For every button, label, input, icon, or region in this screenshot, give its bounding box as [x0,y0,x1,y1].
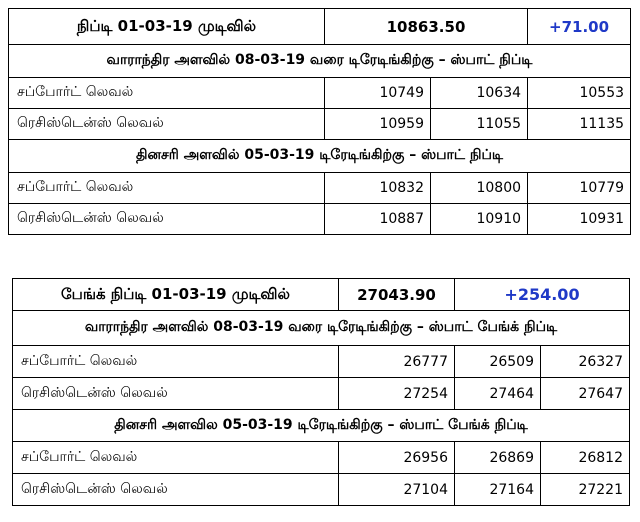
level-value: 27647 [541,378,630,410]
level-value: 27164 [455,474,541,506]
level-value: 10749 [325,78,431,109]
nifty-levels-table [8,8,631,235]
nifty-close-value: 10863.50 [325,9,528,45]
level-value: 27464 [455,378,541,410]
nifty-daily-support-row [9,173,631,204]
level-value: 26869 [455,442,541,474]
nifty-weekly-heading: வாராந்திர அளவில் 08-03-19 வரை டிரேடிங்கிற்கு – ஸ்பாட் நிப்டி [9,45,631,78]
nifty-weekly-support-row [9,78,631,109]
level-value: 11135 [528,109,631,140]
bank-nifty-weekly-support-row [13,346,630,378]
level-value: 27221 [541,474,630,506]
nifty-daily-heading: தினசரி அளவில் 05-03-19 டிரேடிங்கிற்கு – ஸ்பாட் நிப்டி [9,140,631,173]
row-label: ரெசிஸ்டென்ஸ் லெவல் [13,474,339,506]
nifty-weekly-heading-row [9,45,631,78]
level-value: 10800 [431,173,528,204]
bank-nifty-weekly-resistance-row [13,378,630,410]
level-value: 10887 [325,204,431,235]
level-value: 27104 [339,474,455,506]
level-value: 26509 [455,346,541,378]
level-value: 10634 [431,78,528,109]
nifty-daily-heading-row [9,140,631,173]
bank-nifty-title: பேங்க் நிப்டி 01-03-19 முடிவில் [13,279,339,311]
bank-nifty-levels-table [12,278,630,506]
row-label: சப்போர்ட் லெவல் [9,173,325,204]
nifty-change-value: +71.00 [528,9,631,45]
level-value: 10931 [528,204,631,235]
bank-nifty-weekly-heading-row [13,311,630,346]
level-value: 27254 [339,378,455,410]
bank-nifty-close-value: 27043.90 [339,279,455,311]
bank-nifty-weekly-heading: வாராந்திர அளவில் 08-03-19 வரை டிரேடிங்கிற்கு – ஸ்பாட் பேங்க் நிப்டி [13,311,630,346]
bank-nifty-change-value: +254.00 [455,279,630,311]
row-label: ரெசிஸ்டென்ஸ் லெவல் [9,204,325,235]
level-value: 10779 [528,173,631,204]
row-label: ரெசிஸ்டென்ஸ் லெவல் [9,109,325,140]
nifty-weekly-resistance-row [9,109,631,140]
bank-nifty-summary-row [13,279,630,311]
bank-nifty-daily-resistance-row [13,474,630,506]
level-value: 10553 [528,78,631,109]
level-value: 26327 [541,346,630,378]
row-label: சப்போர்ட் லெவல் [9,78,325,109]
level-value: 10832 [325,173,431,204]
level-value: 26812 [541,442,630,474]
nifty-summary-row [9,9,631,45]
row-label: சப்போர்ட் லெவல் [13,346,339,378]
level-value: 10910 [431,204,528,235]
nifty-daily-resistance-row [9,204,631,235]
nifty-title: நிப்டி 01-03-19 முடிவில் [9,9,325,45]
level-value: 26777 [339,346,455,378]
row-label: ரெசிஸ்டென்ஸ் லெவல் [13,378,339,410]
level-value: 26956 [339,442,455,474]
level-value: 11055 [431,109,528,140]
level-value: 10959 [325,109,431,140]
row-label: சப்போர்ட் லெவல் [13,442,339,474]
bank-nifty-daily-support-row [13,442,630,474]
bank-nifty-daily-heading: தினசரி அளவில 05-03-19 டிரேடிங்கிற்கு – ஸ்பாட் பேங்க் நிப்டி [13,410,630,442]
bank-nifty-daily-heading-row [13,410,630,442]
